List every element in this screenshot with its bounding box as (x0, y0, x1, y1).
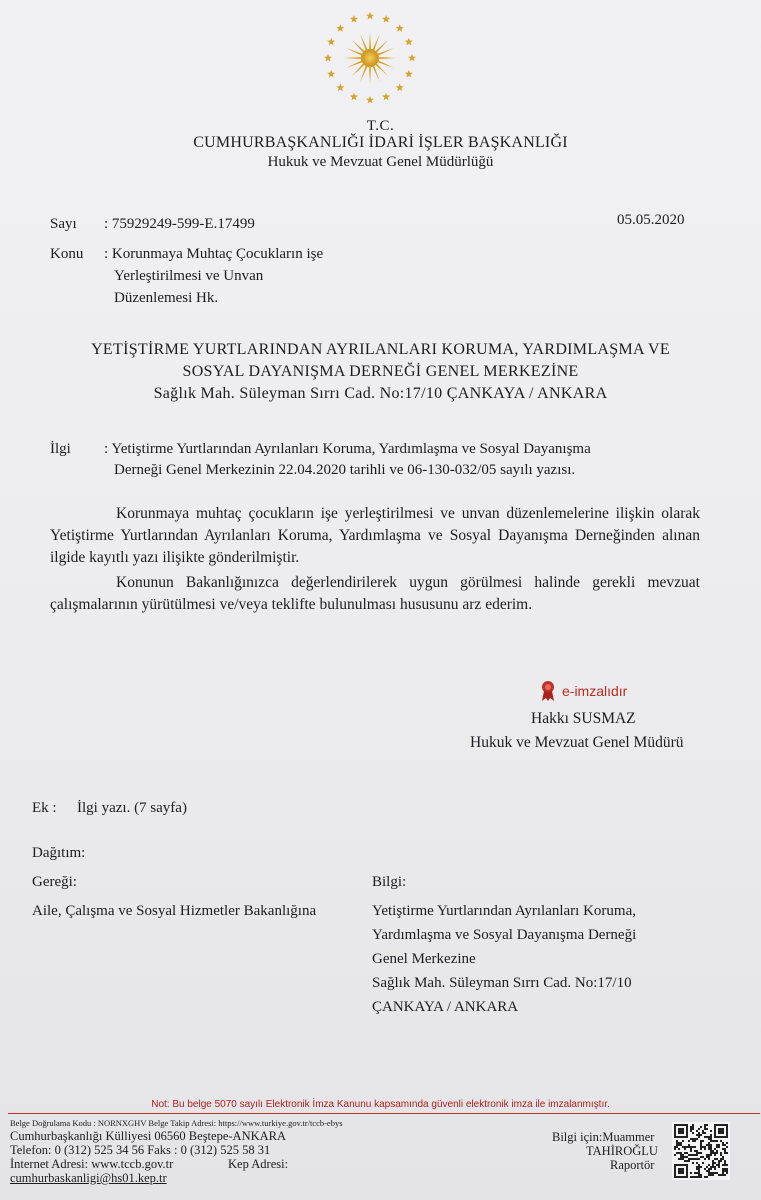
recipient-line-2: SOSYAL DAYANIŞMA DERNEĞİ GENEL MERKEZİNE (182, 363, 579, 380)
sayi-label: Sayı (50, 216, 77, 232)
sayi-value: : 75929249-599-E.17499 (104, 216, 255, 232)
header-unit: Hukuk ve Mevzuat Genel Müdürlüğü (267, 154, 494, 170)
ilgi-line-1: : Yetiştirme Yurtlarından Ayrılanları Koruma, Yardımlaşma ve Sosyal Dayanışma (104, 441, 591, 457)
recipient-line-3: Sağlık Mah. Süleyman Sırrı Cad. No:17/10 ÇANKAYA / ANKARA (153, 385, 608, 402)
bilgi-label: Bilgi: (372, 874, 407, 890)
contact-role: Raportör (610, 1158, 655, 1172)
recipient-line-1: YETİŞTİRME YURTLARINDAN AYRILANLARI KORUMA, YARDIMLAŞMA VE (91, 341, 670, 358)
contact-label: Bilgi için:Muammer (552, 1130, 655, 1144)
document-date: 05.05.2020 (617, 212, 685, 228)
bilgi-line-3: Genel Merkezine (372, 951, 476, 967)
e-signature-text: e-imzalıdır (562, 683, 628, 699)
footer-web: İnternet Adresi: www.tccb.gov.tr (10, 1157, 174, 1171)
header-organization: CUMHURBAŞKANLIĞI İDARİ İŞLER BAŞKANLIĞI (193, 134, 568, 151)
konu-line-1: : Korunmaya Muhtaç Çocukların işe (104, 246, 324, 262)
e-signature-mark (540, 680, 627, 702)
footer-kep-address[interactable]: cumhurbaskanligi@hs01.kep.tr (10, 1171, 167, 1185)
konu-label: Konu (50, 246, 84, 262)
geregi-value: Aile, Çalışma ve Sosyal Hizmetler Bakanlığına (32, 903, 317, 919)
ek-label: Ek : (32, 800, 57, 816)
bilgi-line-2: Yardımlaşma ve Sosyal Dayanışma Derneği (372, 927, 637, 943)
body-paragraph-1: Korunmaya muhtaç çocukların işe yerleştirilmesi ve unvan düzenlemelerine ilişkin olarak Yetiştirme Yurtlarından Ayrılanları Koruma, Yardımlaşma ve Sosyal Dayanışma Derneğinden alınan ilgide kayıtlı yazı ilişikte gönderilmiştir. (50, 505, 700, 566)
footer-divider (8, 1113, 760, 1114)
bilgi-line-5: ÇANKAYA / ANKARA (372, 999, 519, 1015)
signatory-title: Hukuk ve Mevzuat Genel Müdürü (470, 734, 684, 751)
footer-address: Cumhurbaşkanlığı Külliyesi 06560 Beştepe-ANKARA (10, 1129, 287, 1143)
footer-phone: Telefon: 0 (312) 525 34 56 Faks : 0 (312) 525 58 31 (10, 1143, 271, 1157)
e-signature-law-note: Not: Bu belge 5070 sayılı Elektronik İmza Kanunu kapsamında güvenli elektronik imza ile imzalanmıştır. (151, 1099, 610, 1110)
ilgi-label: İlgi (50, 441, 71, 457)
ilgi-line-2: Derneği Genel Merkezinin 22.04.2020 tarihli ve 06-130-032/05 sayılı yazısı. (114, 462, 576, 478)
ribbon-seal-icon (540, 680, 556, 702)
verification-line: Belge Doğrulama Kodu : NORNXGHV Belge Takip Adresi: https://www.turkiye.gov.tr/tccb-ebys (10, 1118, 343, 1128)
geregi-label: Gereği: (32, 874, 77, 890)
presidential-emblem-icon (322, 8, 418, 108)
bilgi-line-1: Yetiştirme Yurtlarından Ayrılanları Koruma, (372, 903, 636, 919)
distribution-title: Dağıtım: (32, 845, 86, 861)
ek-value: İlgi yazı. (7 sayfa) (77, 800, 187, 816)
konu-line-2: Yerleştirilmesi ve Unvan (114, 268, 264, 284)
header-tc: T.C. (366, 118, 395, 134)
footer-kep-label: Kep Adresi: (228, 1157, 289, 1171)
contact-name: TAHİROĞLU (586, 1144, 658, 1158)
konu-line-3: Düzenlemesi Hk. (114, 290, 219, 306)
body-paragraph-2: Konunun Bakanlığınızca değerlendirilerek uygun görülmesi halinde gerekli mevzuat çalışmalarının yürütülmesi ve/veya teklifte bulunulması hususunu arz ederim. (50, 574, 700, 613)
bilgi-line-4: Sağlık Mah. Süleyman Sırrı Cad. No:17/10 (372, 975, 632, 991)
signatory-name: Hakkı SUSMAZ (531, 710, 636, 727)
qr-code-icon[interactable] (672, 1122, 730, 1180)
